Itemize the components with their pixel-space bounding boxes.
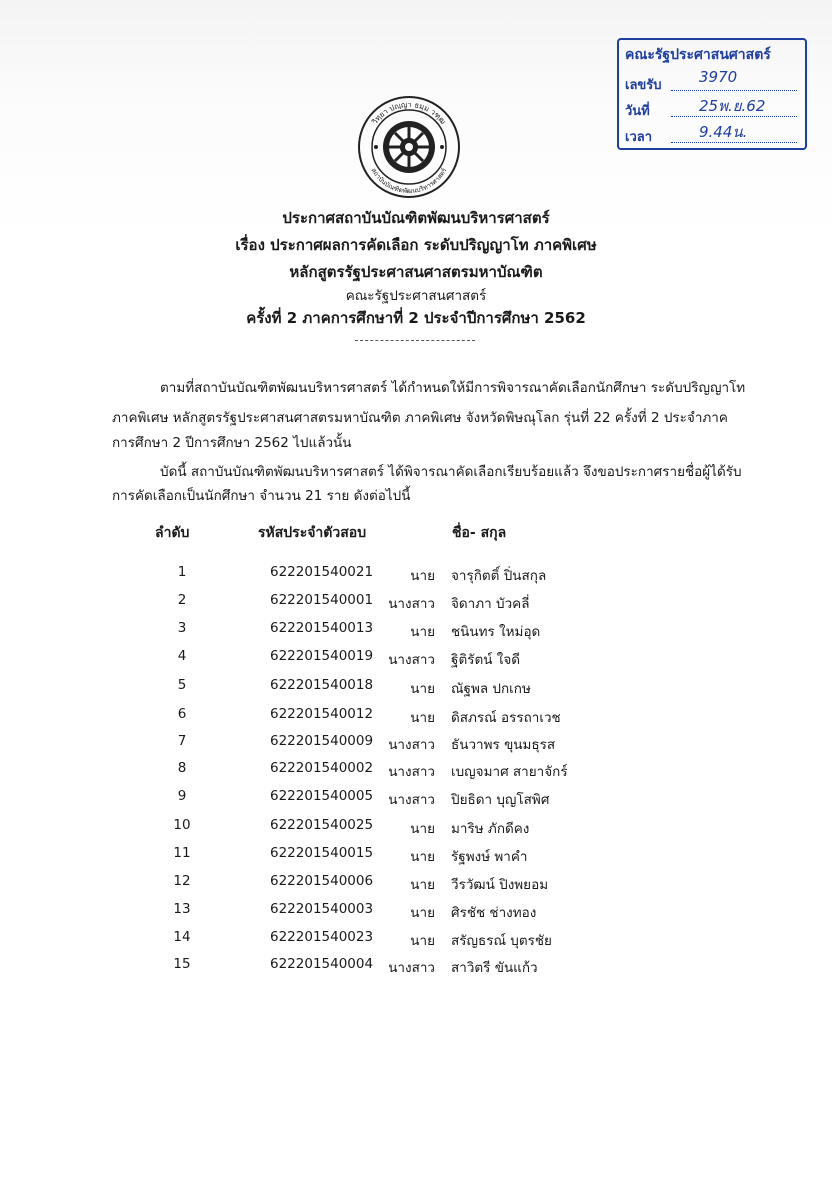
name-title: นาย: [410, 710, 435, 726]
exam-id: 622201540023: [270, 929, 374, 945]
row-number: 9: [177, 788, 187, 804]
exam-id: 622201540013: [270, 620, 374, 636]
row-number: 2: [177, 592, 187, 608]
stamp-time-label: เวลา: [625, 130, 653, 145]
row-number: 4: [177, 648, 187, 664]
candidate-name: สาวิตรี ขันแก้ว: [451, 960, 538, 976]
exam-id: 622201540006: [270, 873, 374, 889]
column-header-no: ลำดับ: [155, 525, 190, 541]
header-divider: [355, 340, 475, 341]
exam-id: 622201540015: [270, 845, 374, 861]
table-row: [0, 956, 832, 978]
candidate-name: ชนินทร ใหม่อุด: [451, 624, 541, 640]
table-row: [0, 620, 832, 642]
stamp-recv-label: เลขรับ: [625, 78, 662, 93]
table-row: [0, 564, 832, 586]
candidate-name: สรัญธรณ์ บุตรชัย: [451, 933, 552, 949]
row-number: 6: [177, 706, 187, 722]
table-row: [0, 845, 832, 867]
paragraph-1-line-3: การศึกษา 2 ปีการศึกษา 2562 ไปแล้วนั้น: [112, 435, 352, 451]
paragraph-1-line-1: ตามที่สถาบันบัณฑิตพัฒนบริหารศาสตร์ ได้กำหนดให้มีการพิจารณาคัดเลือกนักศึกษา ระดับปริญญาโท: [160, 380, 746, 396]
svg-text:วิทฺยา ปญฺญา ธมฺม วฑฺฒ: วิทฺยา ปญฺญา ธมฺม วฑฺฒ: [370, 99, 448, 126]
exam-id: 622201540019: [270, 648, 374, 664]
exam-id: 622201540003: [270, 901, 374, 917]
candidate-name: ฐิติรัตน์ ใจดี: [451, 652, 521, 668]
exam-id: 622201540021: [270, 564, 374, 580]
exam-id: 622201540012: [270, 706, 374, 722]
candidate-name: มาริษ ภักดีคง: [451, 821, 530, 837]
name-title: นาย: [410, 933, 435, 949]
name-title: นางสาว: [388, 764, 435, 780]
candidate-name: วีรวัฒน์ ปิงพยอม: [451, 877, 549, 893]
name-title: นาย: [410, 905, 435, 921]
row-number: 10: [173, 817, 191, 833]
name-title: นาย: [410, 877, 435, 893]
candidate-name: ปิยธิดา บุญโสพิศ: [451, 792, 550, 808]
row-number: 15: [173, 956, 191, 972]
stamp-recv-value: 3970: [699, 68, 738, 86]
column-header-name: ชื่อ- สกุล: [452, 525, 507, 541]
row-number: 12: [173, 873, 191, 889]
candidate-name: ณัฐพล ปกเกษ: [451, 681, 531, 697]
candidate-name: รัฐพงษ์ พาคำ: [451, 849, 528, 865]
paragraph-2-line-1: บัดนี้ สถาบันบัณฑิตพัฒนบริหารศาสตร์ ได้พิจารณาคัดเลือกเรียบร้อยแล้ว จึงขอประกาศรายชื่อผู้ได้รับ: [160, 464, 742, 480]
name-title: นาย: [410, 849, 435, 865]
institution-seal-logo: [357, 95, 461, 199]
table-row: [0, 592, 832, 614]
name-title: นางสาว: [388, 960, 435, 976]
name-title: นาย: [410, 681, 435, 697]
stamp-time-value: 9.44น.: [699, 123, 748, 141]
stamp-recv-line: [671, 90, 797, 91]
announcement-heading: ประกาศสถาบันบัณฑิตพัฒนบริหารศาสตร์: [282, 209, 550, 227]
name-title: นางสาว: [388, 792, 435, 808]
table-row: [0, 648, 832, 670]
table-row: [0, 706, 832, 728]
exam-id: 622201540001: [270, 592, 374, 608]
faculty-name: คณะรัฐประศาสนศาสตร์: [345, 288, 487, 304]
table-row: [0, 677, 832, 699]
announcement-subject: เรื่อง ประกาศผลการคัดเลือก ระดับปริญญาโท ภาคพิเศษ: [235, 236, 597, 254]
paragraph-2-line-2: การคัดเลือกเป็นนักศึกษา จำนวน 21 ราย ดังต่อไปนี้: [112, 488, 411, 504]
candidate-name: จิดาภา บัวคลี่: [451, 596, 530, 612]
receipt-stamp: [617, 38, 807, 150]
candidate-name: ธันวาพร ขุนมธุรส: [451, 737, 556, 753]
paragraph-1-line-2: ภาคพิเศษ หลักสูตรรัฐประศาสนศาสตรมหาบัณฑิต ภาคพิเศษ จังหวัดพิษณุโลก รุ่นที่ 22 ครั้งที่ 2 ประจำภาค: [112, 410, 728, 426]
name-title: นาย: [410, 568, 435, 584]
row-number: 14: [173, 929, 191, 945]
exam-id: 622201540009: [270, 733, 374, 749]
name-title: นาย: [410, 624, 435, 640]
name-title: นาย: [410, 821, 435, 837]
exam-id: 622201540004: [270, 956, 374, 972]
row-number: 8: [177, 760, 187, 776]
exam-id: 622201540005: [270, 788, 374, 804]
row-number: 7: [177, 733, 187, 749]
table-row: [0, 788, 832, 810]
row-number: 1: [177, 564, 187, 580]
table-row: [0, 817, 832, 839]
candidate-name: ดิสภรณ์ อรรถาเวช: [451, 710, 561, 726]
exam-id: 622201540018: [270, 677, 374, 693]
row-number: 11: [173, 845, 191, 861]
column-header-exam-id: รหัสประจำตัวสอบ: [258, 525, 367, 541]
table-row: [0, 760, 832, 782]
row-number: 3: [177, 620, 187, 636]
exam-id: 622201540002: [270, 760, 374, 776]
table-row: [0, 929, 832, 951]
candidate-name: เบญจมาศ สายาจักร์: [451, 764, 568, 780]
stamp-date-value: 25พ.ย.62: [699, 97, 766, 115]
name-title: นางสาว: [388, 652, 435, 668]
row-number: 13: [173, 901, 191, 917]
program-name: หลักสูตรรัฐประศาสนศาสตรมหาบัณฑิต: [289, 263, 543, 281]
candidate-name: ศิรชัช ช่างทอง: [451, 905, 537, 921]
svg-text:สถาบันบัณฑิตพัฒนบริหารศาสตร์: สถาบันบัณฑิตพัฒนบริหารศาสตร์: [369, 166, 449, 196]
candidate-name: จารุกิตติ์ ปิ่นสกุล: [451, 568, 547, 584]
table-row: [0, 733, 832, 755]
stamp-date-label: วันที่: [625, 104, 650, 119]
term-info: ครั้งที่ 2 ภาคการศึกษาที่ 2 ประจำปีการศึกษา 2562: [246, 309, 586, 327]
table-row: [0, 873, 832, 895]
exam-id: 622201540025: [270, 817, 374, 833]
stamp-title: คณะรัฐประศาสนศาสตร์: [625, 47, 771, 63]
name-title: นางสาว: [388, 596, 435, 612]
table-row: [0, 901, 832, 923]
row-number: 5: [177, 677, 187, 693]
name-title: นางสาว: [388, 737, 435, 753]
